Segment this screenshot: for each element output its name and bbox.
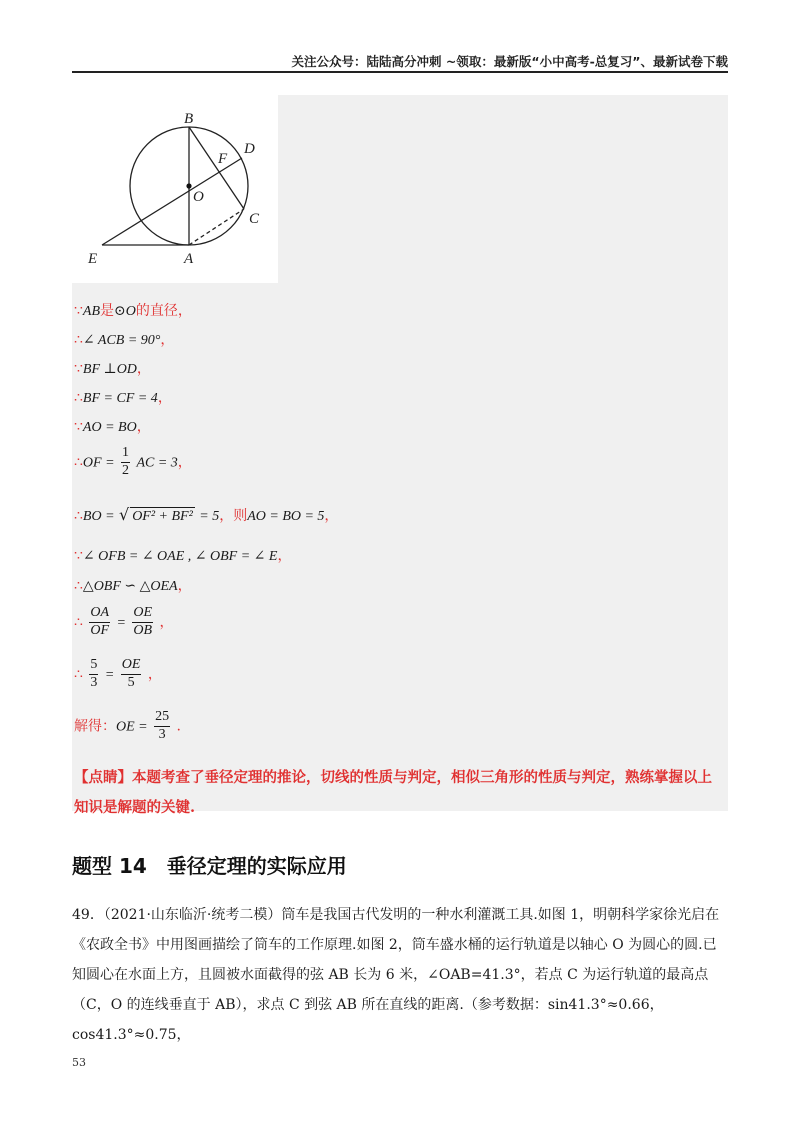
solution-line-4: ∴BF = CF = 4， [74, 390, 172, 406]
geometry-figure [72, 95, 278, 283]
solution-line-11: ∴ $\frac{5}{3}$ = $\frac{OE}{5}$ ， [74, 657, 162, 690]
solution-line-7: ∴BO = √ OF² + BF² = 5，则AO = BO = 5， [74, 505, 338, 526]
sqrt-sign: √ [118, 505, 130, 524]
page-number: 53 [72, 1056, 86, 1069]
solution-box [72, 95, 728, 816]
label-f: F [218, 151, 228, 167]
solution-line-9: ∴△OBF ∽ △OEA， [74, 578, 192, 594]
problem-text: 49．（2021·山东临沂·统考二模）筒车是我国古代发明的一种水利灌溉工具.如图 1，明朝科学家徐光启在《农政全书》中用图画描绘了筒车的工作原理.如图 2，筒车盛水桶的运行轨道是以轴心 O 为圆心的圆.已知圆心在水面上方，且圆被水面截得的弦 AB 长为 6 米，∠OAB=41.3°，若点 C 为运行轨道的最高点（C，O 的连线垂直于 AB），求点 C 到弦 AB 所在直线的距离.（参考数据：sin41.3°≈0.66，cos41.3°≈0.75， [72, 907, 720, 1043]
label-a: A [184, 251, 194, 267]
sqrt-radicand: OF² + BF² [130, 507, 195, 526]
key-point-note: 【点睛】本题考查了垂径定理的推论，切线的性质与判定，相似三角形的性质与判定，熟练掌握以上知识是解题的关键. [74, 769, 712, 816]
label-o: O [193, 189, 204, 205]
solution-line-12: 解得：OE = $\frac{25}{3}$ . [74, 709, 181, 742]
solution-line-5: ∵AO = BO， [74, 419, 151, 435]
solution-line-3: ∵BF ⊥OD， [74, 361, 151, 377]
circle-diagram [72, 95, 278, 283]
page-header: 关注公众号：陆陆高分冲刺 ~领取：最新版“小中高考-总复习”、最新试卷下载 [291, 54, 728, 69]
line-eod [102, 158, 242, 245]
label-d: D [244, 141, 255, 157]
solution-line-1: ∵AB是⊙O的直径， [74, 303, 192, 319]
center-point [186, 183, 191, 188]
header-rule [72, 71, 728, 73]
solution-line-8: ∵∠ OFB = ∠ OAE , ∠ OBF = ∠ E， [74, 548, 292, 564]
fraction-oe-5: $\frac{OE}{5}$ [121, 657, 141, 690]
fraction-oa-of: $\frac{OA}{OF}$ [90, 605, 110, 638]
solution-line-2: ∴∠ ACB = 90°， [74, 332, 175, 348]
chord-ac-dashed [189, 209, 244, 245]
problem-49 [72, 900, 728, 1050]
solution-line-6: ∴OF = $\frac{1}{2}$ AC = 3， [74, 445, 192, 478]
fraction-5-3: $\frac{5}{3}$ [90, 657, 98, 690]
fraction-oe-ob: $\frac{OE}{OB}$ [133, 605, 153, 638]
section-title: 题型 14 垂径定理的实际应用 [72, 854, 347, 878]
label-c: C [249, 211, 260, 227]
fraction-25-3: $\frac{25}{3}$ [155, 709, 170, 742]
solution-line-10: ∴ $\frac{OA}{OF}$ = $\frac{OE}{OB}$ ， [74, 605, 174, 638]
label-b: B [184, 111, 194, 127]
label-e: E [88, 251, 98, 267]
fraction-half: $\frac{1}{2}$ [121, 445, 129, 478]
